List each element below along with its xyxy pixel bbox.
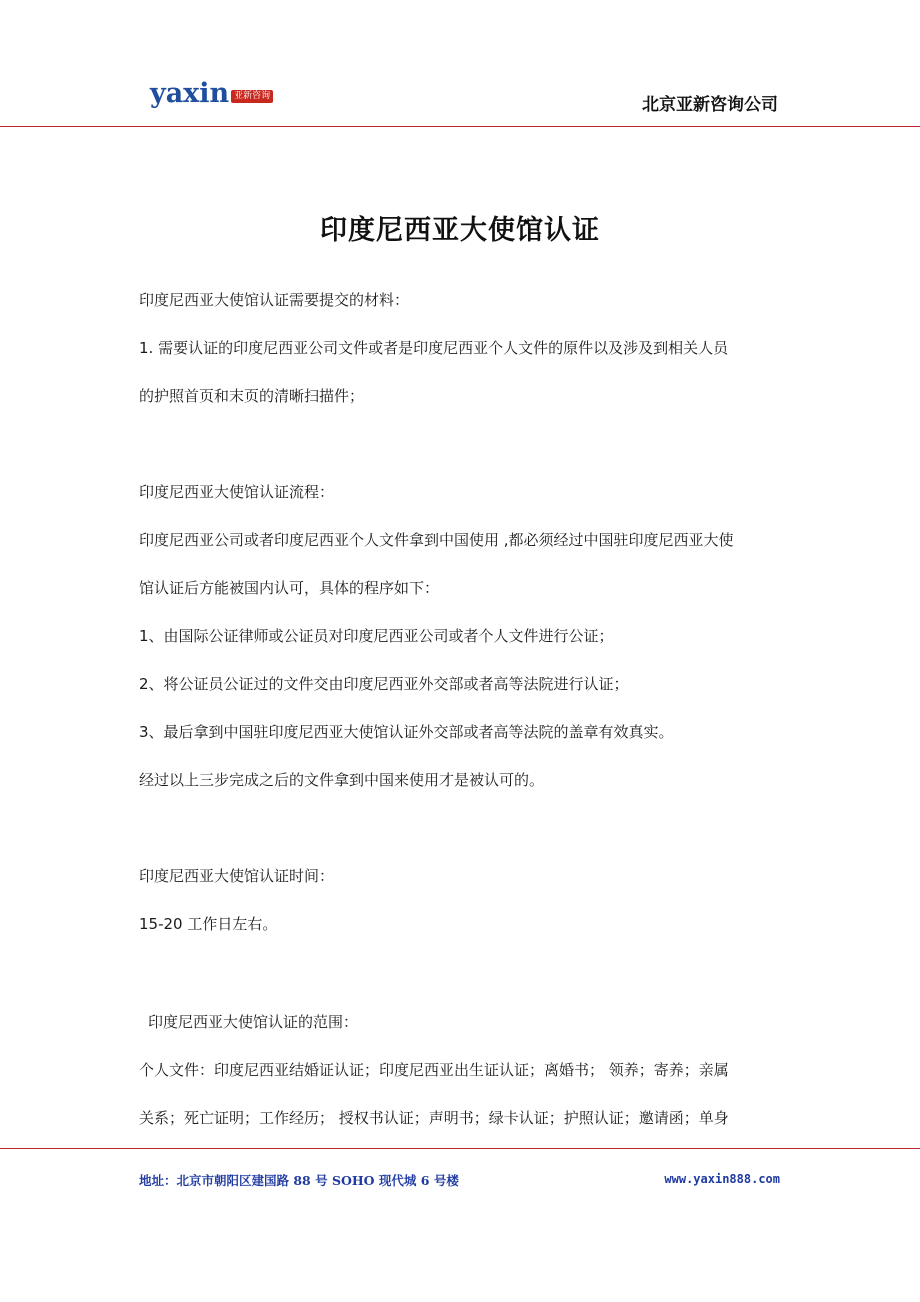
header-divider bbox=[0, 126, 920, 127]
footer-website-link[interactable]: www.yaxin888.com bbox=[664, 1172, 780, 1186]
paragraph-line: 印度尼西亚公司或者印度尼西亚个人文件拿到中国使用 ,都必须经过中国驻印度尼西亚大使 bbox=[139, 531, 734, 549]
footer-divider bbox=[0, 1148, 920, 1149]
paragraph-line: 个人文件：印度尼西亚结婚证认证；印度尼西亚出生证认证；离婚书； 领养；寄养；亲属 bbox=[139, 1061, 729, 1079]
page-header bbox=[0, 0, 920, 128]
paragraph-line: 的护照首页和末页的清晰扫描件； bbox=[139, 387, 365, 405]
footer-address: 地址：北京市朝阳区建国路 88 号 SOHO 现代城 6 号楼 bbox=[139, 1173, 459, 1188]
paragraph-line: 1. 需要认证的印度尼西亚公司文件或者是印度尼西亚个人文件的原件以及涉及到相关人员 bbox=[139, 339, 729, 357]
paragraph-line: 1、由国际公证律师或公证员对印度尼西亚公司或者个人文件进行公证； bbox=[139, 627, 614, 645]
document-title: 印度尼西亚大使馆认证 bbox=[320, 215, 600, 246]
paragraph-line: 15-20 工作日左右。 bbox=[139, 915, 278, 933]
paragraph-line: 印度尼西亚大使馆认证需要提交的材料： bbox=[139, 291, 410, 309]
logo-badge: 亚新咨询 bbox=[231, 90, 273, 103]
paragraph-line: 馆认证后方能被国内认可，具体的程序如下： bbox=[139, 579, 440, 597]
paragraph-line: 印度尼西亚大使馆认证流程： bbox=[139, 483, 335, 501]
company-logo bbox=[150, 78, 273, 110]
logo-text: yaxin bbox=[150, 78, 230, 109]
paragraph-line: 3、最后拿到中国驻印度尼西亚大使馆认证外交部或者高等法院的盖章有效真实。 bbox=[139, 723, 674, 741]
paragraph-line: 印度尼西亚大使馆认证的范围： bbox=[148, 1013, 359, 1031]
paragraph-line: 印度尼西亚大使馆认证时间： bbox=[139, 867, 335, 885]
paragraph-line: 经过以上三步完成之后的文件拿到中国来使用才是被认可的。 bbox=[139, 771, 545, 789]
company-name: 北京亚新咨询公司 bbox=[642, 95, 778, 115]
paragraph-line: 关系；死亡证明；工作经历； 授权书认证；声明书；绿卡认证；护照认证；邀请函；单身 bbox=[139, 1109, 729, 1127]
paragraph-line: 2、将公证员公证过的文件交由印度尼西亚外交部或者高等法院进行认证； bbox=[139, 675, 629, 693]
